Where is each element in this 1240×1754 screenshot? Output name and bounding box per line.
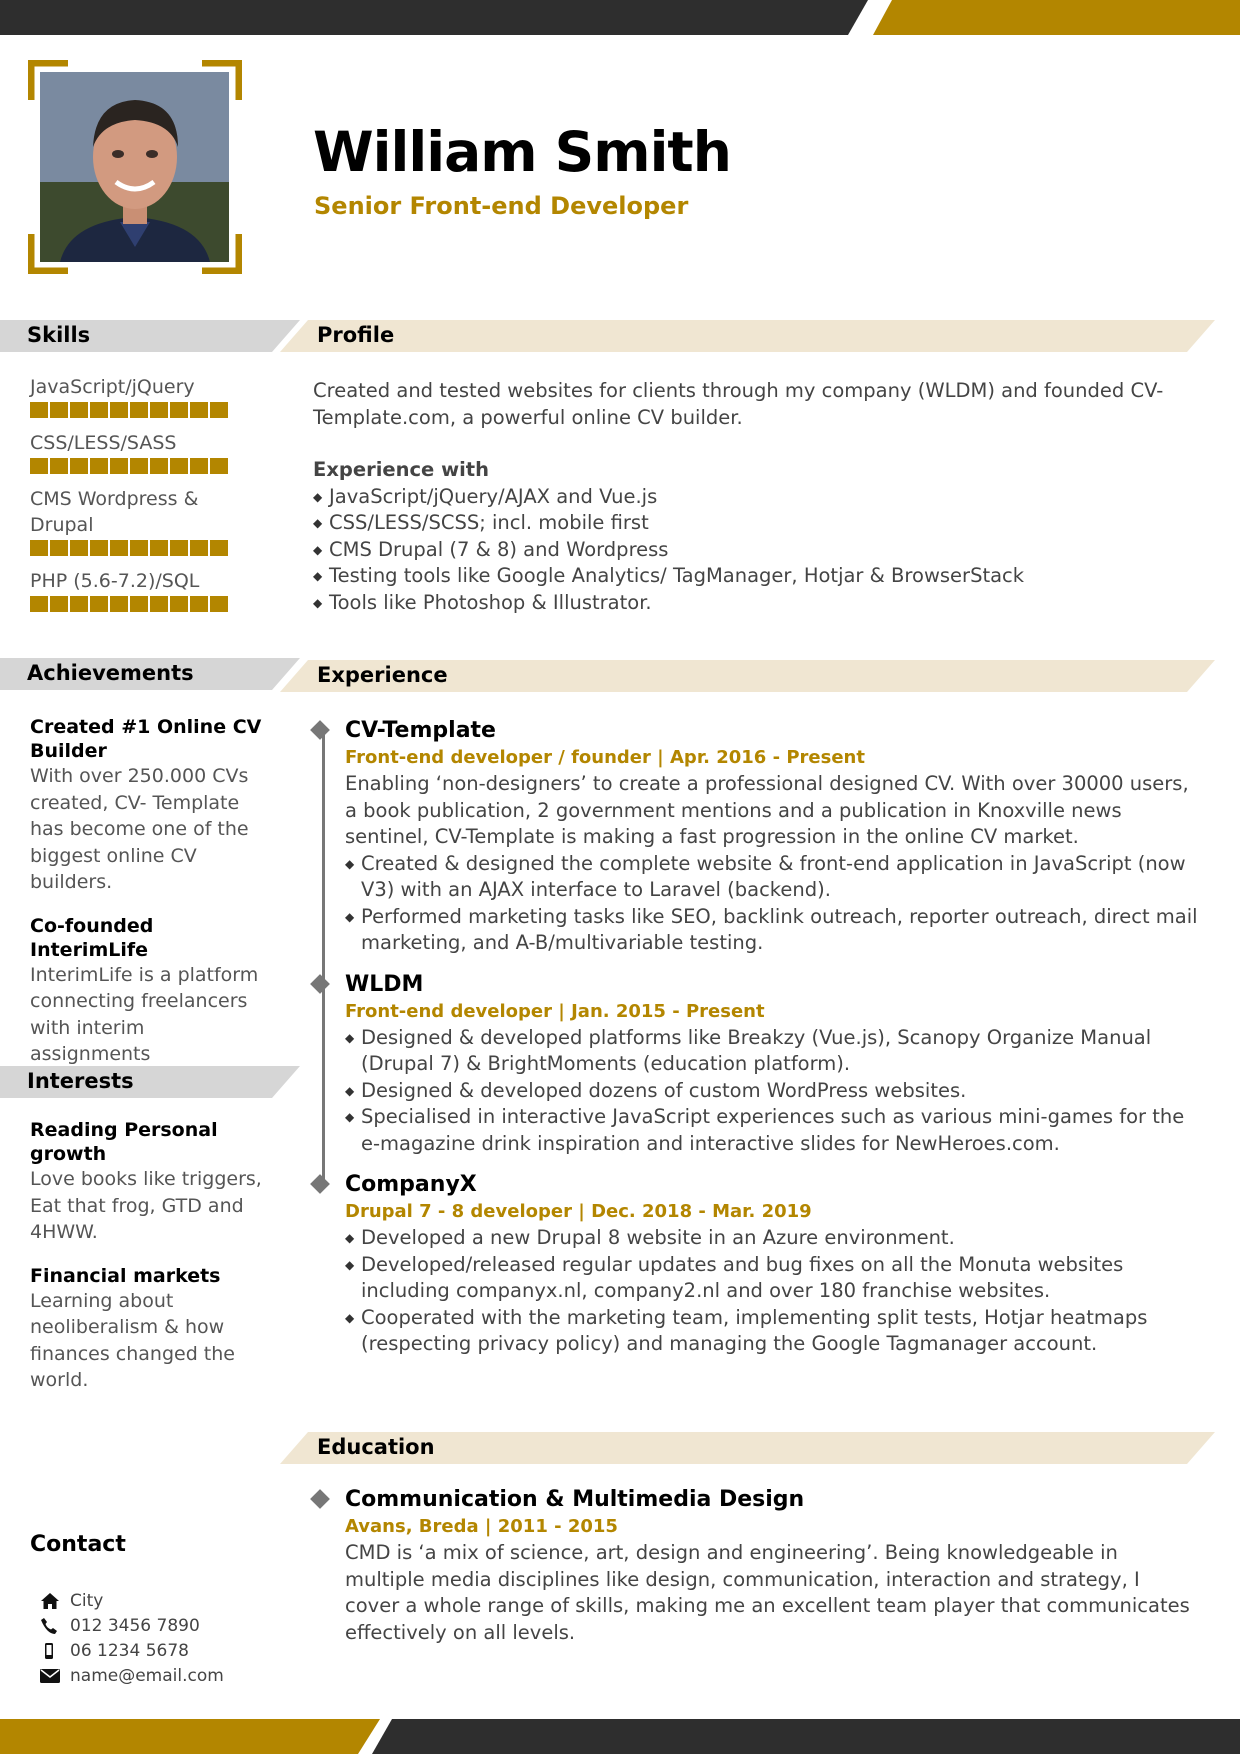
list-item: ◆ Performed marketing tasks like SEO, backlink outreach, reporter outreach, direct mail marketing, and A-B/multivariable testing. [345,904,1205,957]
experience-timeline [322,735,325,1185]
skill-level-segment [30,402,48,418]
achievement-item [30,914,270,1068]
list-item: ◆ Specialised in interactive JavaScript experiences such as various mini-games for the e-magazine drink inspiration and interactive slides for NewHeroes.com. [345,1104,1205,1157]
skill-level-segment [170,540,188,556]
list-item: ◆ Testing tools like Google Analytics/ TagManager, Hotjar & BrowserStack [313,563,1193,590]
skills-heading-label: Skills [27,323,91,347]
achievement-desc: With over 250.000 CVs created, CV- Template has become one of the biggest online CV builders. [30,765,249,893]
contact-list [40,1588,224,1688]
contact-city-text: City [70,1590,104,1611]
job-company: CompanyX [345,1172,477,1197]
skill-level-segment [190,458,208,474]
interest-item [30,1118,270,1246]
interests-list [30,1118,270,1412]
list-item: ◆ Developed a new Drupal 8 website in an Azure environment. [345,1225,1205,1252]
phone-icon [40,1617,70,1635]
skill-item [30,568,270,612]
skill-name: JavaScript/jQuery [30,376,195,398]
job-entry [345,1171,1205,1358]
skills-heading [0,320,300,352]
achievements-list [30,715,270,1086]
contact-email-text: name@email.com [70,1665,224,1686]
skill-level-segment [170,596,188,612]
skill-level-segment [210,596,228,612]
skill-level-segment [170,402,188,418]
list-item: ◆ Cooperated with the marketing team, implementing split tests, Hotjar heatmaps (respecting privacy policy) and managing the Google Tagmanager account. [345,1305,1205,1358]
profile-heading [280,320,1215,352]
education-heading [280,1432,1215,1464]
skill-level-segment [110,458,128,474]
skill-level-segment [50,540,68,556]
skill-level-segment [70,540,88,556]
job-entry [345,971,1205,1158]
skill-level-bar [30,596,270,612]
timeline-marker [310,974,330,994]
skill-level-segment [130,540,148,556]
experience-with-list [313,484,1193,617]
job-role: Front-end developer / founder | Apr. 2016 - Present [345,747,865,768]
education-list [345,1486,1190,1646]
profile-section [313,378,1193,616]
job-bullets [345,851,1205,957]
interest-item [30,1264,270,1394]
achievements-heading-label: Achievements [27,661,194,685]
profile-photo [40,72,229,262]
skill-level-segment [110,540,128,556]
email-icon [40,1668,70,1684]
skill-level-segment [130,596,148,612]
list-item: ◆ Created & designed the complete website & front-end application in JavaScript (now V3) with an AJAX interface to Laravel (backend). [345,851,1205,904]
skills-list [30,374,270,624]
contact-mobile-text: 06 1234 5678 [70,1640,189,1661]
skill-level-segment [70,402,88,418]
skill-level-segment [70,596,88,612]
list-item: ◆ Tools like Photoshop & Illustrator. [313,590,1193,617]
skill-level-segment [70,458,88,474]
candidate-title: Senior Front-end Developer [314,192,689,220]
skill-level-segment [90,540,108,556]
bottom-bar [0,1719,1240,1754]
skill-level-segment [30,596,48,612]
skill-level-segment [190,596,208,612]
achievement-desc: InterimLife is a platform connecting freelancers with interim assignments [30,963,259,1065]
skill-level-segment [190,402,208,418]
profile-heading-label: Profile [317,323,395,347]
list-item: ◆ CSS/LESS/SCSS; incl. mobile first [313,510,1193,537]
skill-level-segment [90,458,108,474]
timeline-marker [310,720,330,740]
timeline-marker [310,1489,330,1509]
list-item: ◆ Designed & developed dozens of custom WordPress websites. [345,1078,1205,1105]
interests-heading-label: Interests [27,1069,134,1093]
skill-level-segment [130,402,148,418]
skill-level-segment [50,596,68,612]
job-company: CV-Template [345,718,496,743]
skill-level-segment [170,458,188,474]
list-item: ◆ Developed/released regular updates and bug fixes on all the Monuta websites including companyx.nl, company2.nl and over 180 franchise websites. [345,1252,1205,1305]
skill-level-segment [190,540,208,556]
education-school: Avans, Breda | 2011 - 2015 [345,1516,618,1537]
skill-item [30,430,270,474]
education-entry [345,1486,1190,1646]
job-bullets [345,1025,1205,1158]
experience-list [345,717,1205,1358]
contact-phone[interactable] [40,1613,224,1638]
experience-heading [280,660,1215,692]
job-entry [345,717,1205,957]
education-degree: Communication & Multimedia Design [345,1487,805,1512]
list-item: ◆ JavaScript/jQuery/AJAX and Vue.js [313,484,1193,511]
skill-level-segment [90,596,108,612]
interest-title: Reading Personal growth [30,1119,218,1165]
home-icon [40,1592,70,1610]
job-bullets [345,1225,1205,1358]
education-heading-label: Education [317,1435,435,1459]
list-item: ◆ Designed & developed platforms like Breakzy (Vue.js), Scanopy Organize Manual (Drupal 7) & BrightMoments (education platform). [345,1025,1205,1078]
achievement-title: Created #1 Online CV Builder [30,716,262,762]
interest-desc: Learning about neoliberalism & how finances changed the world. [30,1289,235,1391]
contact-heading: Contact [30,1532,126,1557]
top-bar [0,0,1240,35]
skill-level-segment [50,402,68,418]
interest-desc: Love books like triggers, Eat that frog, GTD and 4HWW. [30,1168,262,1243]
skill-item [30,374,270,418]
skill-level-segment [30,458,48,474]
contact-city [40,1588,224,1613]
skill-level-segment [90,402,108,418]
candidate-name: William Smith [313,120,731,184]
skill-name: CMS Wordpress & Drupal [30,488,199,536]
skill-level-segment [110,402,128,418]
profile-summary: Created and tested websites for clients through my company (WLDM) and founded CV-Template.com, a powerful online CV builder. [313,379,1164,429]
job-role: Drupal 7 - 8 developer | Dec. 2018 - Mar. 2019 [345,1201,812,1222]
mobile-icon [40,1642,70,1660]
skill-level-bar [30,540,270,556]
skill-name: CSS/LESS/SASS [30,432,177,454]
contact-mobile[interactable] [40,1638,224,1663]
contact-phone-text: 012 3456 7890 [70,1615,200,1636]
job-role: Front-end developer | Jan. 2015 - Present [345,1000,765,1022]
skill-level-segment [150,402,168,418]
skill-level-segment [110,596,128,612]
job-description: Enabling ‘non-designers’ to create a professional designed CV. With over 30000 users, a book publication, 2 government mentions and a publication in Knoxville news sentinel, CV-Template is making a fast progression in the online CV market. [345,772,1189,848]
skill-level-segment [30,540,48,556]
skill-level-bar [30,458,270,474]
timeline-marker [310,1174,330,1194]
achievement-title: Co-founded InterimLife [30,914,154,961]
list-item: ◆ CMS Drupal (7 & 8) and Wordpress [313,537,1193,564]
skill-level-segment [210,540,228,556]
skill-level-segment [150,540,168,556]
achievements-heading [0,658,300,690]
skill-level-segment [150,596,168,612]
skill-level-bar [30,402,270,418]
experience-heading-label: Experience [317,663,448,687]
job-company: WLDM [345,971,424,997]
interest-title: Financial markets [30,1264,221,1287]
skill-level-segment [210,402,228,418]
skill-level-segment [210,458,228,474]
skill-name: PHP (5.6-7.2)/SQL [30,570,200,592]
contact-email[interactable] [40,1663,224,1688]
skill-level-segment [50,458,68,474]
interests-heading [0,1066,300,1098]
education-description: CMD is ‘a mix of science, art, design and engineering’. Being knowledgeable in multiple media disciplines like design, communication, interaction and strategy, I cover a whole range of skills, making me an excellent team player that communicates effectively on all levels. [345,1541,1190,1644]
skill-level-segment [150,458,168,474]
experience-with-label: Experience with [313,458,489,481]
achievement-item [30,715,270,896]
skill-level-segment [130,458,148,474]
skill-item [30,486,270,556]
